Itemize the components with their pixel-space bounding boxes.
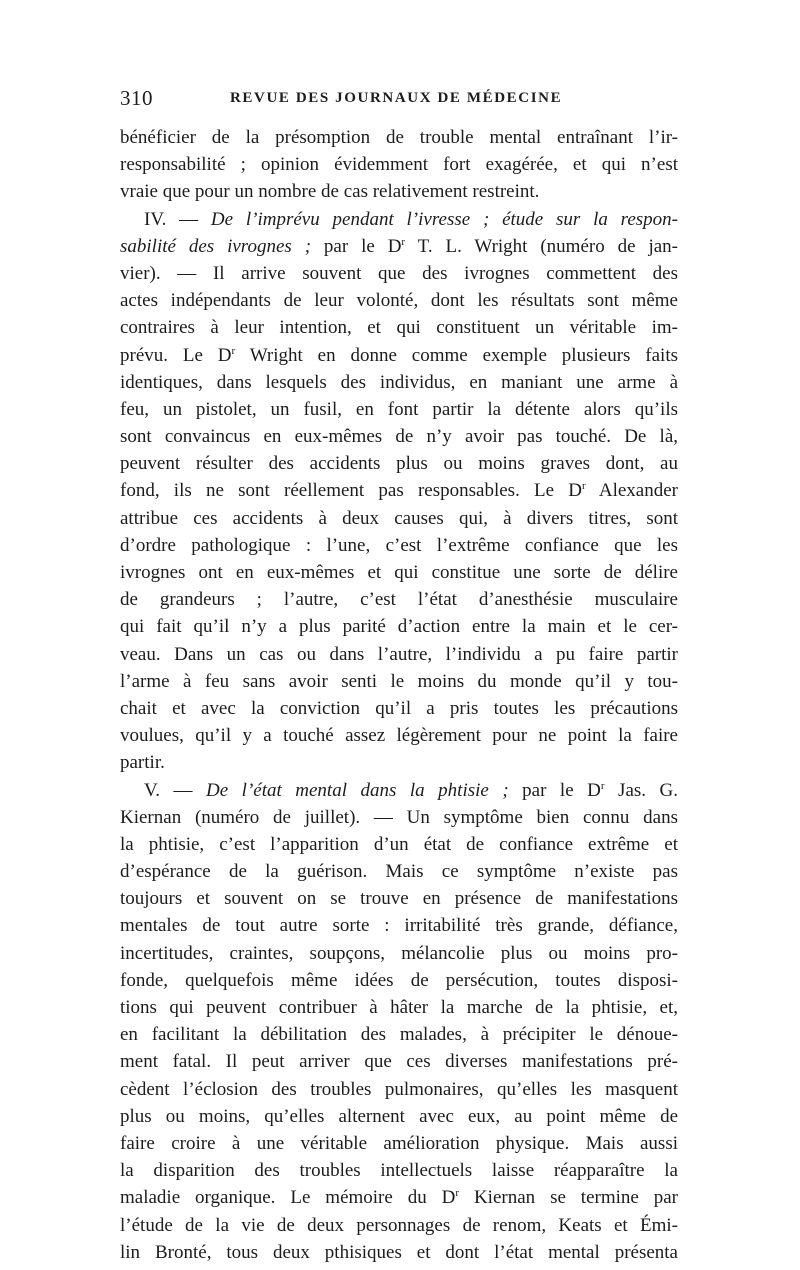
line-text: cèdent l’éclosion des troubles pulmonaires, qu’elles les masquent	[120, 1078, 678, 1100]
text-line	[120, 342, 678, 369]
line-text: ivrognes ont en eux-mêmes et qui constitue une sorte de délire	[120, 562, 678, 583]
line-text: maladie organique. Le mémoire du D	[120, 1187, 456, 1209]
text-line	[120, 940, 678, 967]
running-head: REVUE DES JOURNAUX DE MÉDECINE	[230, 90, 563, 106]
line-text: l’arme à feu sans avoir senti le moins du monde qu’il y tou-	[120, 670, 678, 692]
line-text: fonde, quelquefois même idées de persécution, toutes disposi-	[120, 969, 678, 991]
text-line	[120, 206, 678, 233]
line-text: prévu. Le D	[120, 344, 232, 366]
body-text	[120, 124, 678, 1266]
line-text: vier). — Il arrive souvent que des ivrognes commettent des	[120, 262, 678, 284]
text-line	[120, 831, 678, 858]
line-text: mentales de tout autre sorte : irritabilité très grande, défiance,	[120, 915, 678, 937]
line-text: ment fatal. Il peut arriver que ces diverses manifestations pré-	[120, 1051, 678, 1073]
line-text: qui fait qu’il n’y a plus parité d’action entre la main et le cer-	[120, 616, 678, 638]
line-text: plus ou moins, qu’elles alternent avec eux, au point même de	[120, 1105, 678, 1127]
text-line	[120, 777, 678, 804]
text-line	[120, 151, 678, 178]
text-line	[120, 287, 678, 314]
line-text: attribue ces accidents à deux causes qui, à divers titres, sont	[120, 507, 678, 529]
line-text: de grandeurs ; l’autre, c’est l’état d’anesthésie musculaire	[120, 589, 678, 611]
text-line	[120, 1130, 678, 1157]
line-text: par le D	[311, 235, 402, 257]
line-tail: Kiernan se termine par	[459, 1187, 679, 1209]
text-line	[120, 994, 678, 1021]
line-text: contraires à leur intention, et qui constituent un véritable im-	[120, 317, 678, 339]
line-lead: IV. —	[144, 208, 211, 230]
line-text: actes indépendants de leur volonté, dont les résultats sont même	[120, 290, 678, 312]
text-line	[120, 314, 678, 341]
line-text: d’espérance de la guérison. Mais ce symptôme n’existe pas	[120, 861, 678, 883]
line-tail: T. L. Wright (numéro de jan-	[405, 235, 678, 257]
text-line	[120, 450, 678, 477]
line-text: identiques, dans lesquels des individus, en maniant une arme à	[120, 371, 678, 393]
line-text: lin Bronté, tous deux pthisiques et dont l’état mental présenta	[120, 1241, 678, 1263]
line-text: l’étude de la vie de deux personnages de renom, Keats et Émi-	[120, 1214, 678, 1236]
line-italic: De l’état mental dans la phtisie ;	[206, 779, 509, 801]
text-line	[120, 423, 678, 450]
text-line	[120, 858, 678, 885]
text-line	[120, 885, 678, 912]
line-text: partir.	[120, 752, 165, 774]
line-sup: r	[582, 480, 586, 493]
text-line	[120, 233, 678, 260]
text-line	[120, 586, 678, 613]
line-italic: De l’imprévu pendant l’ivresse ; étude sur la respon-	[210, 208, 678, 230]
line-text: la disparition des troubles intellectuels laisse réapparaître la	[120, 1160, 678, 1182]
text-line	[120, 1048, 678, 1075]
line-text: en facilitant la débilitation des malades, à précipiter le dénoue-	[120, 1024, 678, 1046]
line-sup: r	[455, 1187, 460, 1200]
line-tail: Alexander	[585, 480, 679, 502]
page-number: 310	[120, 86, 153, 110]
text-line	[120, 641, 678, 668]
text-line	[120, 369, 678, 396]
text-line	[120, 396, 678, 423]
text-line	[120, 1021, 678, 1048]
text-line	[120, 1103, 678, 1130]
line-italic: sabilité des ivrognes ;	[120, 235, 312, 257]
text-line	[120, 722, 678, 749]
line-text: sont convaincus en eux-mêmes de n’y avoir pas touché. De là,	[120, 426, 678, 448]
line-tail: Jas. G.	[604, 779, 678, 801]
text-line	[120, 1157, 678, 1184]
line-text: Kiernan (numéro de juillet). — Un symptôme bien connu dans	[120, 806, 678, 828]
text-line	[120, 505, 678, 532]
line-text: voulues, qu’il y a touché assez légèrement pour ne point la faire	[120, 725, 678, 747]
text-line	[120, 1239, 678, 1266]
text-line	[120, 124, 678, 151]
line-sup: r	[401, 235, 406, 248]
line-text: fond, ils ne sont réellement pas responsables. Le D	[120, 480, 583, 502]
text-line	[120, 1076, 678, 1103]
line-text: chait et avec la conviction qu’il a pris toutes les précautions	[120, 697, 678, 719]
text-line	[120, 260, 678, 287]
line-sup: r	[600, 779, 605, 792]
text-line	[120, 477, 678, 504]
text-line	[120, 613, 678, 640]
line-text: feu, un pistolet, un fusil, en font partir la détente alors qu’ils	[120, 398, 678, 420]
line-text: peuvent résulter des accidents plus ou moins graves dont, au	[120, 453, 678, 475]
line-text: toujours et souvent on se trouve en présence de manifestations	[120, 888, 678, 910]
text-line	[120, 668, 678, 695]
text-line	[120, 559, 678, 586]
line-text: vraie que pour un nombre de cas relativement restreint.	[120, 181, 540, 203]
text-line	[120, 749, 678, 776]
line-text: responsabilité ; opinion évidemment fort exagérée, et qui n’est	[120, 154, 678, 176]
line-tail: Wright en donne comme exemple plusieurs faits	[235, 344, 678, 366]
text-line	[120, 1212, 678, 1239]
line-text: faire croire à une véritable amélioration physique. Mais aussi	[120, 1132, 678, 1154]
text-line	[120, 912, 678, 939]
text-line	[120, 1184, 678, 1211]
line-text: la phtisie, c’est l’apparition d’un état de confiance extrême et	[120, 833, 678, 855]
page-header	[120, 86, 680, 116]
text-line	[120, 532, 678, 559]
line-text: par le D	[508, 779, 601, 801]
text-line	[120, 967, 678, 994]
line-text: tions qui peuvent contribuer à hâter la marche de la phtisie, et,	[120, 997, 678, 1018]
text-line	[120, 178, 678, 205]
text-line	[120, 804, 678, 831]
line-lead: V. —	[144, 779, 207, 801]
line-text: incertitudes, craintes, soupçons, mélancolie plus ou moins pro-	[120, 942, 678, 964]
line-text: veau. Dans un cas ou dans l’autre, l’individu a pu faire partir	[120, 643, 678, 665]
line-text: bénéficier de la présomption de trouble mental entraînant l’ir-	[120, 127, 678, 148]
line-text: d’ordre pathologique : l’une, c’est l’extrême confiance que les	[120, 534, 678, 556]
line-sup: r	[231, 344, 236, 357]
text-line	[120, 695, 678, 722]
